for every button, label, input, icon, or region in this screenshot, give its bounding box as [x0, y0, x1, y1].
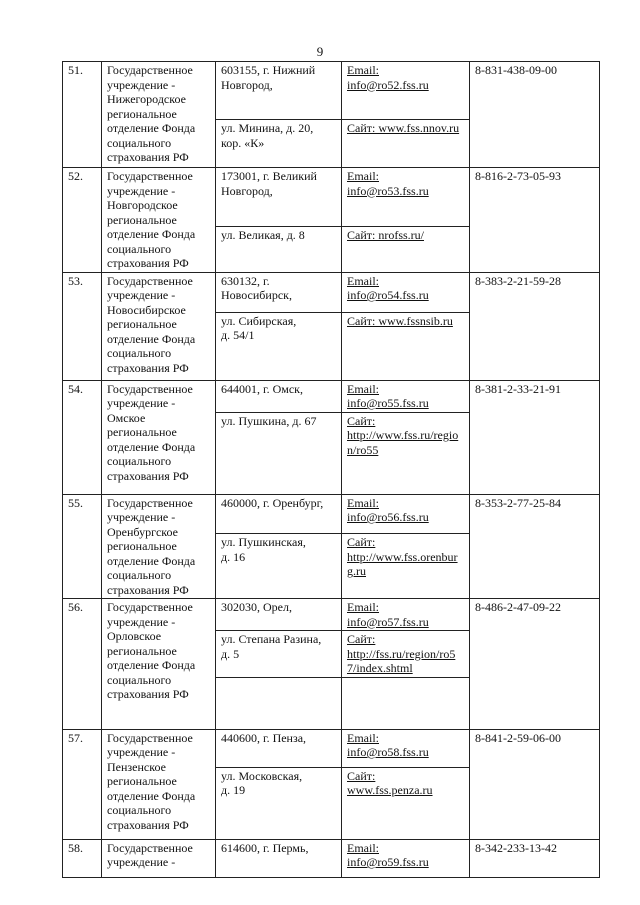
org-line: страхования РФ: [107, 817, 189, 832]
email-cell: [342, 168, 470, 227]
street-line: ул. Московская,: [221, 768, 303, 783]
row-number: 53.: [63, 272, 102, 380]
city-cell: [216, 168, 342, 227]
website-cell: [342, 534, 470, 599]
org-line: страхования РФ: [107, 150, 189, 164]
link-line[interactable]: info@ro54.fss.ru: [347, 288, 429, 302]
org-line: страхования РФ: [107, 256, 189, 270]
org-line: Новосибирское: [107, 302, 186, 317]
city-line: 644001, г. Омск,: [221, 381, 303, 396]
link-line[interactable]: www.fss.penza.ru: [347, 783, 433, 797]
city-cell: [216, 62, 342, 120]
email-cell: [342, 62, 470, 120]
org-line: социального: [107, 672, 172, 687]
street-line: д. 16: [221, 549, 246, 564]
row-number: 55.: [63, 494, 102, 599]
website-cell: [342, 631, 470, 678]
row-number: 51.: [63, 62, 102, 168]
link-line[interactable]: info@ro56.fss.ru: [347, 510, 429, 524]
org-line: Государственное: [107, 840, 193, 855]
link-line[interactable]: Сайт: www.fss.nnov.ru: [347, 121, 460, 135]
org-line: социального: [107, 454, 172, 468]
city-line: Новосибирск,: [221, 288, 292, 302]
email-cell: [342, 839, 470, 877]
organization-name: [102, 494, 216, 599]
website-cell: [342, 412, 470, 494]
organization-name: [102, 380, 216, 494]
org-line: социального: [107, 346, 172, 360]
street-line: д. 54/1: [221, 328, 255, 342]
org-line: учреждение -: [107, 510, 176, 524]
row-number: 52.: [63, 168, 102, 273]
table-row: [63, 272, 600, 312]
email-cell: [342, 729, 470, 767]
email-cell: [342, 494, 470, 534]
street-cell: [216, 534, 342, 599]
street-line: д. 19: [221, 783, 246, 797]
city-cell: [216, 380, 342, 412]
street-line: ул. Пушкина, д. 67: [221, 413, 317, 428]
link-line[interactable]: n/ro55: [347, 442, 379, 457]
org-line: Государственное: [107, 169, 193, 183]
organization-name: [102, 729, 216, 839]
org-line: учреждение -: [107, 77, 176, 92]
phone-number: 8-381-2-33-21-91: [470, 380, 600, 494]
email-cell: [342, 380, 470, 412]
org-line: Государственное: [107, 600, 193, 614]
link-line[interactable]: g.ru: [347, 564, 366, 579]
org-line: Государственное: [107, 63, 193, 77]
row-number: 57.: [63, 729, 102, 839]
link-line[interactable]: Сайт:: [347, 768, 376, 783]
city-line: 460000, г. Оренбург,: [221, 495, 324, 510]
org-line: Новгородское: [107, 198, 178, 212]
row-number: 54.: [63, 380, 102, 494]
city-line: 302030, Орел,: [221, 600, 292, 614]
org-line: региональное: [107, 774, 177, 788]
org-line: страхования РФ: [107, 687, 189, 701]
phone-number: 8-816-2-73-05-93: [470, 168, 600, 273]
org-line: региональное: [107, 643, 177, 658]
street-line: ул. Минина, д. 20,: [221, 121, 314, 135]
street-cell: [216, 227, 342, 272]
link-line[interactable]: Сайт:: [347, 632, 376, 646]
phone-number: 8-831-438-09-00: [470, 62, 600, 168]
org-line: отделение Фонда: [107, 121, 196, 135]
row-number: 56.: [63, 599, 102, 730]
website-cell: [342, 767, 470, 839]
org-line: региональное: [107, 317, 177, 331]
phone-number: 8-342-233-13-42: [470, 839, 600, 877]
org-line: региональное: [107, 539, 177, 553]
city-line: 173001, г. Великий: [221, 169, 317, 183]
link-line[interactable]: Сайт: www.fssnsib.ru: [347, 313, 453, 328]
link-line[interactable]: Email:: [347, 169, 379, 183]
street-line: кор. «К»: [221, 135, 265, 150]
organization-name: [102, 272, 216, 380]
link-line[interactable]: Сайт:: [347, 535, 376, 550]
street-line: д. 5: [221, 646, 240, 661]
org-line: Государственное: [107, 495, 193, 510]
organization-name: [102, 599, 216, 730]
org-line: региональное: [107, 425, 177, 439]
website-cell: [342, 312, 470, 380]
page-number: 9: [316, 44, 324, 59]
org-line: Нижегородское: [107, 92, 186, 106]
link-line[interactable]: Сайт:: [347, 413, 376, 428]
org-line: Омское: [107, 410, 146, 425]
row-number: 58.: [63, 839, 102, 877]
organization-name: [102, 62, 216, 168]
city-line: Новгород,: [221, 77, 273, 92]
empty-cell: [216, 677, 342, 729]
org-line: социального: [107, 135, 172, 150]
link-line[interactable]: 7/index.shtml: [347, 661, 413, 675]
city-line: Новгород,: [221, 183, 273, 198]
org-line: страхования РФ: [107, 360, 189, 375]
website-cell: [342, 120, 470, 168]
org-line: отделение Фонда: [107, 553, 196, 568]
city-line: 603155, г. Нижний: [221, 63, 316, 77]
regional-offices-table: [62, 61, 600, 878]
org-line: страхования РФ: [107, 468, 189, 483]
org-line: Государственное: [107, 730, 193, 745]
org-line: отделение Фонда: [107, 331, 196, 346]
org-line: социального: [107, 568, 172, 582]
city-line: 440600, г. Пенза,: [221, 730, 307, 745]
street-cell: [216, 412, 342, 494]
table-row: [63, 839, 600, 877]
org-line: социального: [107, 803, 172, 817]
link-line[interactable]: Email:: [347, 495, 379, 510]
org-line: учреждение -: [107, 396, 176, 410]
org-line: отделение Фонда: [107, 227, 196, 241]
city-cell: [216, 494, 342, 534]
city-cell: [216, 272, 342, 312]
org-line: учреждение -: [107, 855, 176, 869]
org-line: социального: [107, 241, 172, 256]
org-line: региональное: [107, 212, 177, 227]
link-line[interactable]: info@ro57.fss.ru: [347, 614, 429, 629]
table-row: [63, 62, 600, 120]
street-cell: [216, 767, 342, 839]
link-line[interactable]: Email:: [347, 273, 379, 288]
org-line: отделение Фонда: [107, 658, 196, 672]
empty-cell: [342, 677, 470, 729]
org-line: Пензенское: [107, 759, 166, 774]
link-line[interactable]: http://www.fss.ru/regio: [347, 428, 459, 442]
org-line: отделение Фонда: [107, 439, 196, 454]
city-cell: [216, 599, 342, 631]
org-line: Государственное: [107, 273, 193, 288]
street-cell: [216, 120, 342, 168]
phone-number: 8-353-2-77-25-84: [470, 494, 600, 599]
table-row: [63, 599, 600, 631]
link-line[interactable]: http://www.fss.orenbur: [347, 549, 458, 564]
city-cell: [216, 839, 342, 877]
website-cell: [342, 227, 470, 272]
link-line[interactable]: Email:: [347, 63, 379, 77]
org-line: Оренбургское: [107, 524, 179, 539]
link-line[interactable]: info@ro52.fss.ru: [347, 77, 429, 92]
phone-number: 8-383-2-21-59-28: [470, 272, 600, 380]
organization-name: [102, 168, 216, 273]
link-line[interactable]: Email:: [347, 381, 379, 396]
table-row: [63, 494, 600, 534]
link-line[interactable]: info@ro58.fss.ru: [347, 745, 429, 759]
link-line[interactable]: info@ro55.fss.ru: [347, 396, 429, 410]
table-row: [63, 168, 600, 227]
street-line: ул. Великая, д. 8: [221, 228, 305, 243]
table-row: [63, 729, 600, 767]
org-line: учреждение -: [107, 745, 176, 759]
org-line: учреждение -: [107, 288, 176, 302]
link-line[interactable]: Email:: [347, 730, 379, 745]
city-line: 630132, г.: [221, 273, 270, 288]
link-line[interactable]: Сайт: nrofss.ru/: [347, 228, 424, 243]
org-line: страхования РФ: [107, 582, 189, 597]
org-line: учреждение -: [107, 183, 176, 198]
org-line: отделение Фонда: [107, 788, 196, 803]
phone-number: 8-841-2-59-06-00: [470, 729, 600, 839]
org-line: Орловское: [107, 629, 162, 643]
street-line: ул. Степана Разина,: [221, 632, 322, 646]
org-line: учреждение -: [107, 614, 176, 629]
email-cell: [342, 272, 470, 312]
street-line: ул. Пушкинская,: [221, 535, 306, 550]
table-row: [63, 380, 600, 412]
email-cell: [342, 599, 470, 631]
city-line: 614600, г. Пермь,: [221, 840, 309, 855]
link-line[interactable]: info@ro53.fss.ru: [347, 183, 429, 198]
link-line[interactable]: info@ro59.fss.ru: [347, 855, 429, 869]
link-line[interactable]: Email:: [347, 600, 379, 614]
city-cell: [216, 729, 342, 767]
street-cell: [216, 312, 342, 380]
org-line: Государственное: [107, 381, 193, 396]
street-cell: [216, 631, 342, 678]
link-line[interactable]: Email:: [347, 840, 379, 855]
phone-number: 8-486-2-47-09-22: [470, 599, 600, 730]
link-line[interactable]: http://fss.ru/region/ro5: [347, 646, 456, 661]
organization-name: [102, 839, 216, 877]
org-line: региональное: [107, 106, 177, 121]
street-line: ул. Сибирская,: [221, 313, 297, 328]
